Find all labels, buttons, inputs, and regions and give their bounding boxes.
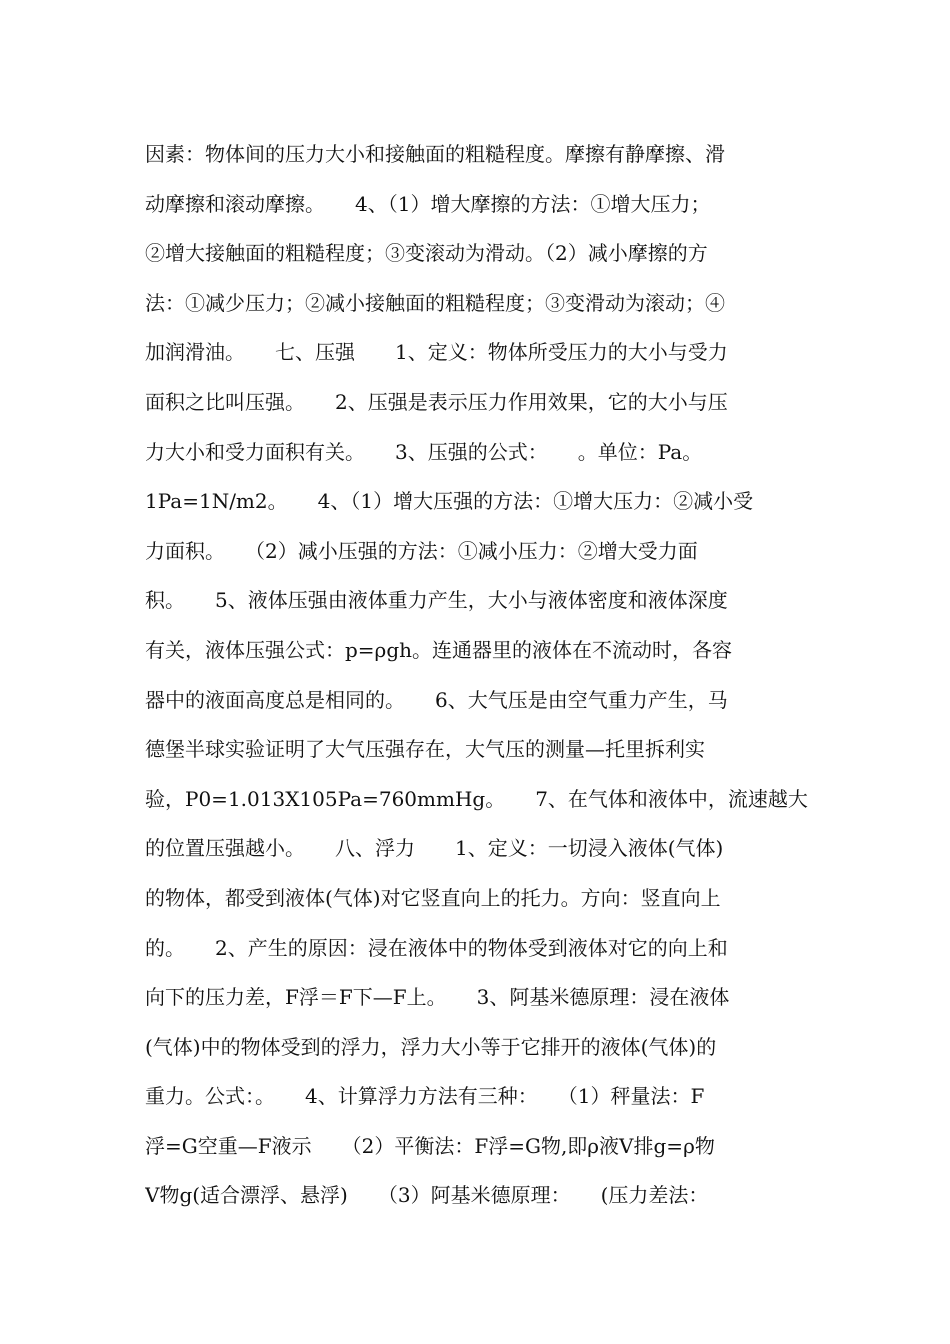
text-line: 加润滑油。 七、压强 1、定义：物体所受压力的大小与受力 <box>145 340 728 365</box>
text-line: (气体)中的物体受到的浮力，浮力大小等于它排开的液体(气体)的 <box>145 1034 717 1059</box>
text-line: 的物体，都受到液体(气体)对它竖直向上的托力。方向：竖直向上 <box>145 885 721 910</box>
text-line: 向下的压力差，F浮＝F下—F上。 3、阿基米德原理：浸在液体 <box>145 985 730 1010</box>
text-line: 动摩擦和滚动摩擦。 4、（1）增大摩擦的方法：①增大压力； <box>145 191 711 216</box>
text-line: 力面积。 （2）减小压强的方法：①减小压力：②增大受力面 <box>145 538 698 563</box>
text-line: 法：①减少压力；②减小接触面的粗糙程度；③变滑动为滚动；④ <box>145 290 725 315</box>
text-line: 的位置压强越小。 八、浮力 1、定义：一切浸入液体(气体) <box>145 836 724 861</box>
text-line: 面积之比叫压强。 2、压强是表示压力作用效果，它的大小与压 <box>145 389 728 414</box>
text-line: 1Pa=1N/m2。 4、（1）增大压强的方法：①增大压力：②减小受 <box>145 489 754 514</box>
text-line: 积。 5、液体压强由液体重力产生，大小与液体密度和液体深度 <box>145 588 728 613</box>
text-line: 器中的液面高度总是相同的。 6、大气压是由空气重力产生，马 <box>145 687 728 712</box>
text-line: 浮=G空重—F液示 （2）平衡法：F浮=G物,即ρ液V排g=ρ物 <box>145 1133 715 1158</box>
text-line: 重力。公式：。 4、计算浮力方法有三种： （1）秤量法：F <box>145 1084 705 1109</box>
text-line: 德堡半球实验证明了大气压强存在，大气压的测量—托里拆利实 <box>145 737 705 762</box>
text-line: 有关，液体压强公式：p=ρgh。连通器里的液体在不流动时，各容 <box>145 637 733 662</box>
text-line: 的。 2、产生的原因：浸在液体中的物体受到液体对它的向上和 <box>145 935 728 960</box>
text-line: 验，P0=1.013X105Pa=760mmHg。 7、在气体和液体中，流速越大 <box>145 786 808 811</box>
text-line: ②增大接触面的粗糙程度；③变滚动为滑动。（2）减小摩擦的方 <box>145 241 708 266</box>
text-line: V物g(适合漂浮、悬浮) （3）阿基米德原理： (压力差法： <box>145 1183 709 1208</box>
text-line: 力大小和受力面积有关。 3、压强的公式： 。单位：Pa。 <box>145 439 703 464</box>
text-line: 因素：物体间的压力大小和接触面的粗糙程度。摩擦有静摩擦、滑 <box>145 142 725 166</box>
document-body <box>145 130 810 1221</box>
